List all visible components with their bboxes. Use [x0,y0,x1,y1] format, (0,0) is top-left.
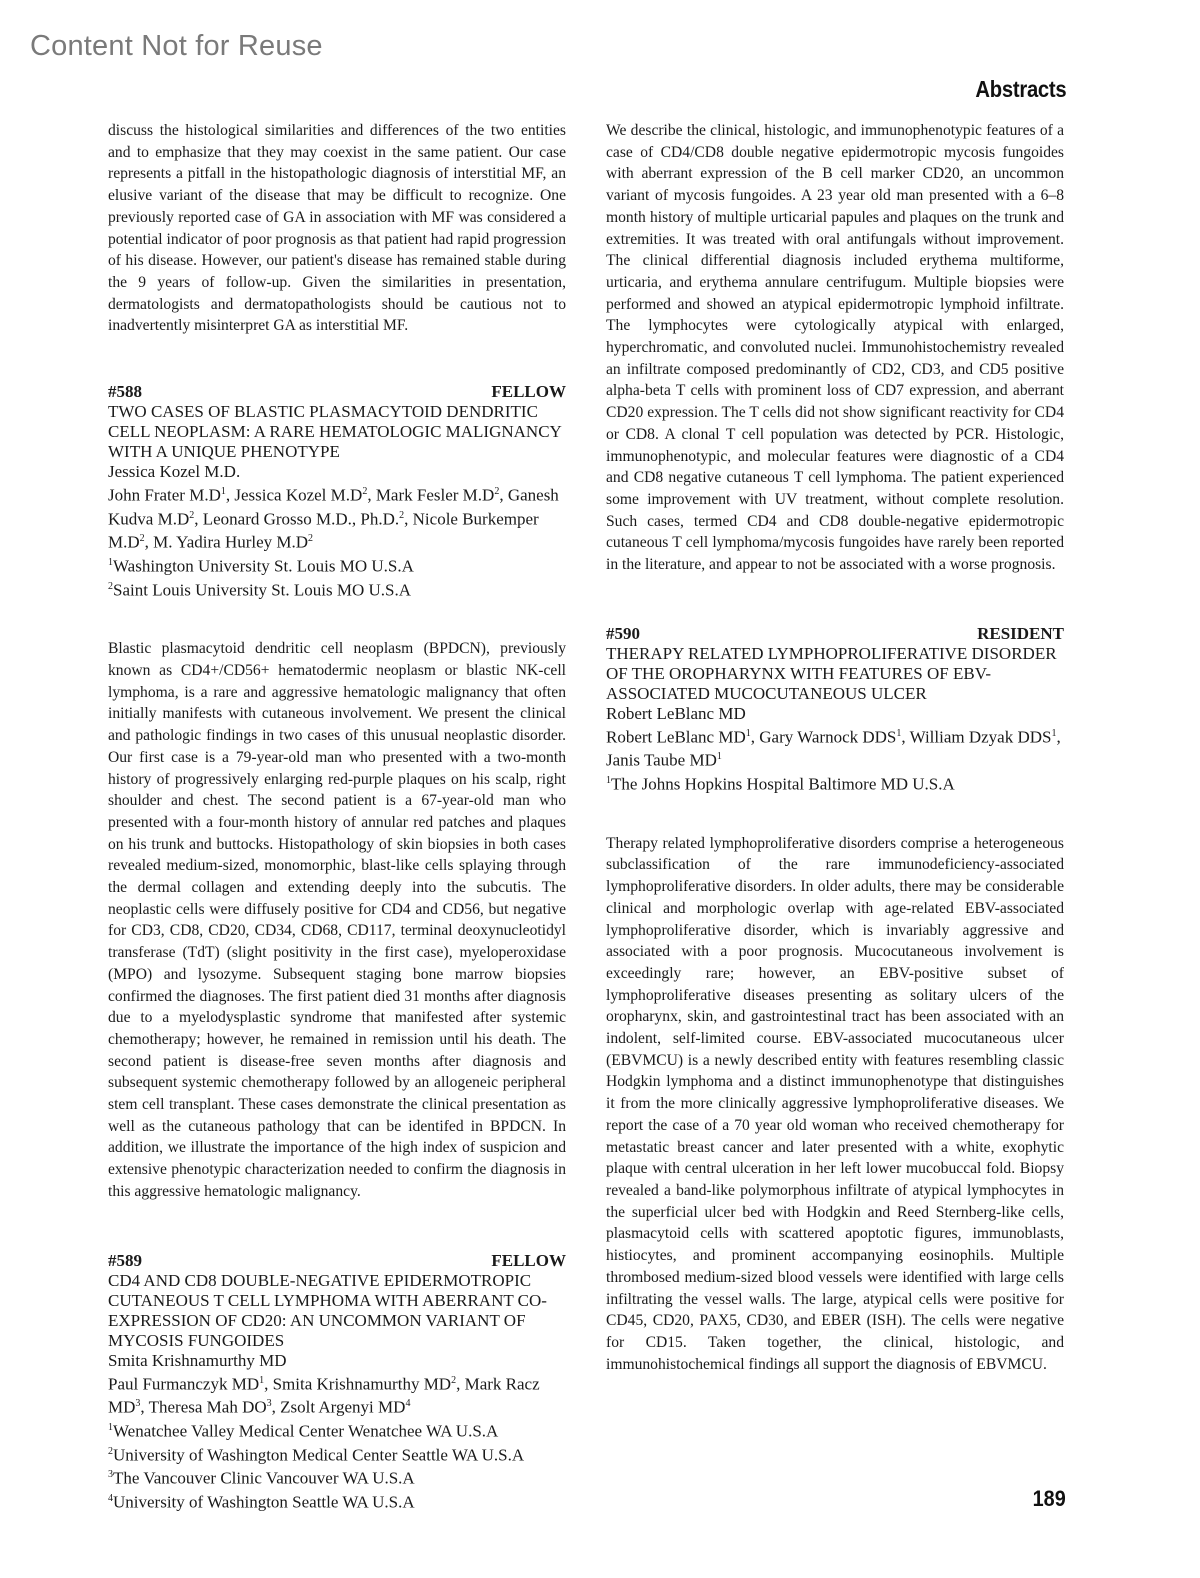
affiliation-list [108,1418,566,1513]
abstract-title: TWO CASES OF BLASTIC PLASMACYTOID DENDRITIC CELL NEOPLASM: A RARE HEMATOLOGIC MALIGNANCY WITH A UNIQUE PHENOTYPE [108,402,562,462]
author-name: Nicole Burkemper M.D [108,509,539,552]
affiliation [108,1489,566,1513]
affiliation-text: University of Washington Seattle WA U.S.A [113,1492,415,1512]
right-column [606,120,1064,1375]
affiliation-text: Washington University St. Louis MO U.S.A [113,556,414,576]
abstract-588 [108,382,566,1203]
author-affiliation-marker: 1 [1051,727,1057,739]
author-affiliation-marker: 2 [308,533,314,545]
affiliation-text: The Vancouver Clinic Vancouver WA U.S.A [113,1468,415,1488]
affiliation-marker: 3 [108,1469,113,1481]
affiliation-marker: 2 [108,580,113,592]
author-affiliation-marker: 2 [189,509,195,521]
abstract-number: #588 [108,382,142,402]
author-name: William Dzyak DDS [909,727,1052,747]
affiliation-list [108,553,566,600]
author-name: Robert LeBlanc MD [606,727,746,747]
abstract-body: Blastic plasmacytoid dendritic cell neoplasm (BPDCN), previously known as CD4+/CD56+ hematodermic neoplasm or blastic NK-cell lymphoma, is a rare and aggressive hematologic malignancy that often initially manifests with cutaneous involvement. We present the clinical and pathologic findings in two cases of this unusual neoplastic disorder. Our first case is a 79-year-old man who presented with a two-month history of progressively enlarging red-purple plaques on his scalp, right shoulder and chest. The second patient is a 67-year-old man who presented with a four-month history of annular red patches and plaques on his trunk and buttocks. Histopathology of skin biopsies in both cases revealed medium-sized, monomorphic, blast-like cells splaying through the dermal collagen and extending deeply into the subcutis. The neoplastic cells were diffusely positive for CD4 and CD56, but negative for CD3, CD8, CD20, CD34, CD68, CD117, terminal deoxynucleotidyl transferase (TdT) (slight positivity in the first case), myeloperoxidase (MPO) and lysozyme. Subsequent staging bone marrow biopsies confirmed the diagnoses. The first patient died 31 months after diagnosis due to a myelodysplastic syndrome that manifested after systemic chemotherapy; however, he remained in remission until his death. The second patient is disease-free seven months after diagnosis and subsequent systemic chemotherapy followed by an allogeneic peripheral stem cell transplant. These cases demonstrate the clinical presentation as well as the cutaneous pathology that can be identifed in BPDCN. In addition, we illustrate the importance of the high index of suspicion and extensive phenotypic characterization needed to confirm the diagnosis in this aggressive hematologic malignancy. [108,640,566,1200]
abstract-category: RESIDENT [977,623,1064,643]
author-affiliation-marker: 2 [451,1374,457,1386]
abstract-590 [606,624,1064,1376]
author-list: John Frater $M.D^1$, Jessica Kozel $M.D^2$, Mark Fesler $M.D^2$, Ganesh Kudva $M.D^2$, Leonard Grosso M.D., Ph.D.$^2$, Nicole Burkemper $M.D^2$, M. Yadira Hurley $M.D^2$ [108,485,559,552]
affiliation [108,1465,566,1489]
affiliation [108,577,566,601]
presenter: Jessica Kozel M.D. [108,462,241,482]
affiliation [108,1418,566,1442]
author-affiliation-marker: 1 [259,1374,265,1386]
author-name: Jessica Kozel M.D [234,485,363,505]
author-name: Mark Fesler M.D [375,485,495,505]
affiliation-list [606,771,1064,795]
left-column [108,120,566,1513]
affiliation-marker: 2 [108,1445,113,1457]
author-name: Ganesh Kudva M.D [108,485,559,529]
author-name: Paul Furmanczyk MD [108,1374,260,1394]
affiliation-marker: 1 [108,557,113,568]
affiliation-text: Wenatchee Valley Medical Center Wenatchee WA U.S.A [113,1421,499,1441]
abstract-589 [108,1251,566,1513]
author-name: M. Yadira Hurley M.D [153,533,309,552]
page-number: 189 [1032,1486,1066,1511]
abstract-title: CD4 AND CD8 DOUBLE-NEGATIVE EPIDERMOTROPIC CUTANEOUS T CELL LYMPHOMA WITH ABERRANT CO-EXPRESSION OF CD20: AN UNCOMMON VARIANT OF MYCOSIS FUNGOIDES [108,1270,547,1350]
abstract-title: THERAPY RELATED LYMPHOPROLIFERATIVE DISORDER OF THE OROPHARYNX WITH FEATURES OF EBV-ASSOCIATED MUCOCUTANEOUS ULCER [606,643,1057,703]
author-affiliation-marker: 2 [494,486,500,498]
abstract-body: Therapy related lymphoproliferative disorders comprise a heterogeneous subclassification of the rare immunodeficiency-associated lymphoproliferative disorders. In older adults, there may be considerable clinical and morphologic overlap with age-related EBV-associated lymphoproliferative disorder, which is invariably aggressive and associated with a poor prognosis. Mucocutaneous involvement is exceedingly rare; however, an EBV-positive subset of lymphoproliferative diseases presenting as solitary ulcers of the oropharynx, skin, and gastrointestinal tract has been associated with an indolent, self-limited course. EBV-associated mucocutaneous ulcer (EBVMCU) is a newly described entity with features resembling classic Hodgkin lymphoma and a distinct immunophenotype that distinguishes it from the more clinically aggressive lymphoproliferative diseases. We report the case of a 70 year old woman who received chemotherapy for metastatic breast cancer and later presented with a white, exophytic plaque with central ulceration in her left lower mucobuccal fold. Biopsy revealed a band-like polymorphous infiltrate of atypical lymphocytes in the superficial ulcer bed with Hodgkin and Reed Sternberg-like cells, plasmacytoid cells with scattered apoptotic figures, immunoblasts, histiocytes, and prominent accompanying eosinophils. Multiple thrombosed medium-sized blood vessels were identified with large cells infiltrating the vessel walls. The large, atypical cells were positive for CD45, CD20, PAX5, CD30, and EBER (ISH). The cells were negative for CD15. Taken together, the clinical, histologic, and immunohistochemical findings all support the diagnosis of EBVMCU. [606,834,1064,1373]
affiliation [108,1442,566,1466]
abstract-category: FELLOW [491,382,566,402]
abstract-number: #589 [108,1250,142,1270]
section-header: Abstracts [975,76,1066,102]
author-name: Theresa Mah DO [148,1397,267,1417]
author-list: Robert LeBlanc $MD^1$, Gary Warnock DDS$^1$, William Dzyak DDS$^1$, Janis Taube $MD^1$ [606,727,1061,771]
author-name: John Frater M.D [108,485,221,505]
author-affiliation-marker: 1 [716,751,722,763]
presenter: Robert LeBlanc MD [606,703,746,723]
affiliation [108,553,566,577]
author-name: Leonard Grosso M.D., Ph.D. [202,509,400,529]
affiliation-marker: 4 [108,1492,113,1504]
abstract-header [606,624,1064,644]
author-affiliation-marker: 1 [220,486,226,498]
author-name: Mark Racz MD [108,1374,540,1417]
watermark: Content Not for Reuse [30,30,323,62]
affiliation [606,771,1064,795]
author-affiliation-marker: 1 [896,727,902,739]
author-list: Paul Furmanczyk $MD^1$, Smita Krishnamurthy $MD^2$, Mark Racz $MD^3$, Theresa Mah $DO^3$, Zsolt Argenyi $MD^4$ [108,1374,540,1417]
affiliation-text: The Johns Hopkins Hospital Baltimore MD U.S.A [611,774,955,794]
abstract-header [108,1251,566,1271]
author-affiliation-marker: 2 [139,533,145,545]
author-affiliation-marker: 3 [266,1398,272,1410]
author-name: Zsolt Argenyi MD [280,1397,406,1417]
affiliation-text: University of Washington Medical Center Seattle WA U.S.A [113,1445,525,1465]
abstract-number: #590 [606,623,640,643]
author-name: Janis Taube MD [606,751,717,771]
continued-abstract-text: discuss the histological similarities and differences of the two entities and to emphasize that they may coexist in the same patient. Our case represents a pitfall in the histopathologic diagnosis of interstitial MF, an elusive variant of the disease that may be difficult to recognize. One previously reported case of GA in association with MF was considered a potential indicator of poor prognosis as that patient had rapid progression of his disease. However, our patient's disease has remained stable during the 9 years of follow-up. Given the similarities in presentation, dermatologists and dermatopathologists should be cautious not to inadvertently misinterpret GA as interstitial MF. [108,122,566,335]
affiliation-marker: 1 [108,1421,113,1433]
abstract-category: FELLOW [491,1250,566,1270]
abstract-589-body: We describe the clinical, histologic, and immunophenotypic features of a case of CD4/CD8 double negative epidermotropic mycosis fungoides with aberrant expression of the B cell marker CD20, an uncommon variant of mycosis fungoides. A 23 year old man presented with a 6–8 month history of multiple urticarial papules and plaques on the trunk and extremities. It was treated with oral antifungals without improvement. The clinical differential diagnosis included erythema multiforme, urticaria, and erythema annulare centrifugum. Multiple biopsies were performed and showed an atypical epidermotropic lymphoid infiltrate. The lymphocytes were cytologically atypical with enlarged, hyperchromatic, and convoluted nuclei. Immunohistochemistry revealed an infiltrate composed predominantly of CD2, CD3, and CD5 positive alpha-beta T cells with prominent loss of CD7 expression, and aberrant CD20 expression. The T cells did not show significant reactivity for CD4 or CD8. A clonal T cell population was detected by PCR. Histologic, immunophenotypic, and molecular features were diagnostic of a CD4 and CD8 negative cutaneous T cell lymphoma. The patient experienced some improvement with UV treatment, without complete resolution. Such cases, termed CD4 and CD8 double-negative epidermotropic cutaneous T cell lymphoma/mycosis fungoides have rarely been reported in the literature, and appear to not be associated with a worse prognosis. [606,122,1064,574]
author-affiliation-marker: 2 [399,509,405,521]
author-affiliation-marker: 1 [745,727,751,739]
presenter: Smita Krishnamurthy MD [108,1350,287,1370]
abstract-header [108,382,566,402]
affiliation-text: Saint Louis University St. Louis MO U.S.A [113,580,411,600]
author-name: Gary Warnock DDS [759,727,897,747]
author-affiliation-marker: 2 [362,486,368,498]
author-affiliation-marker: 4 [405,1398,411,1410]
affiliation-marker: 1 [606,775,611,787]
author-name: Smita Krishnamurthy MD [272,1374,452,1394]
author-affiliation-marker: 3 [135,1398,141,1410]
